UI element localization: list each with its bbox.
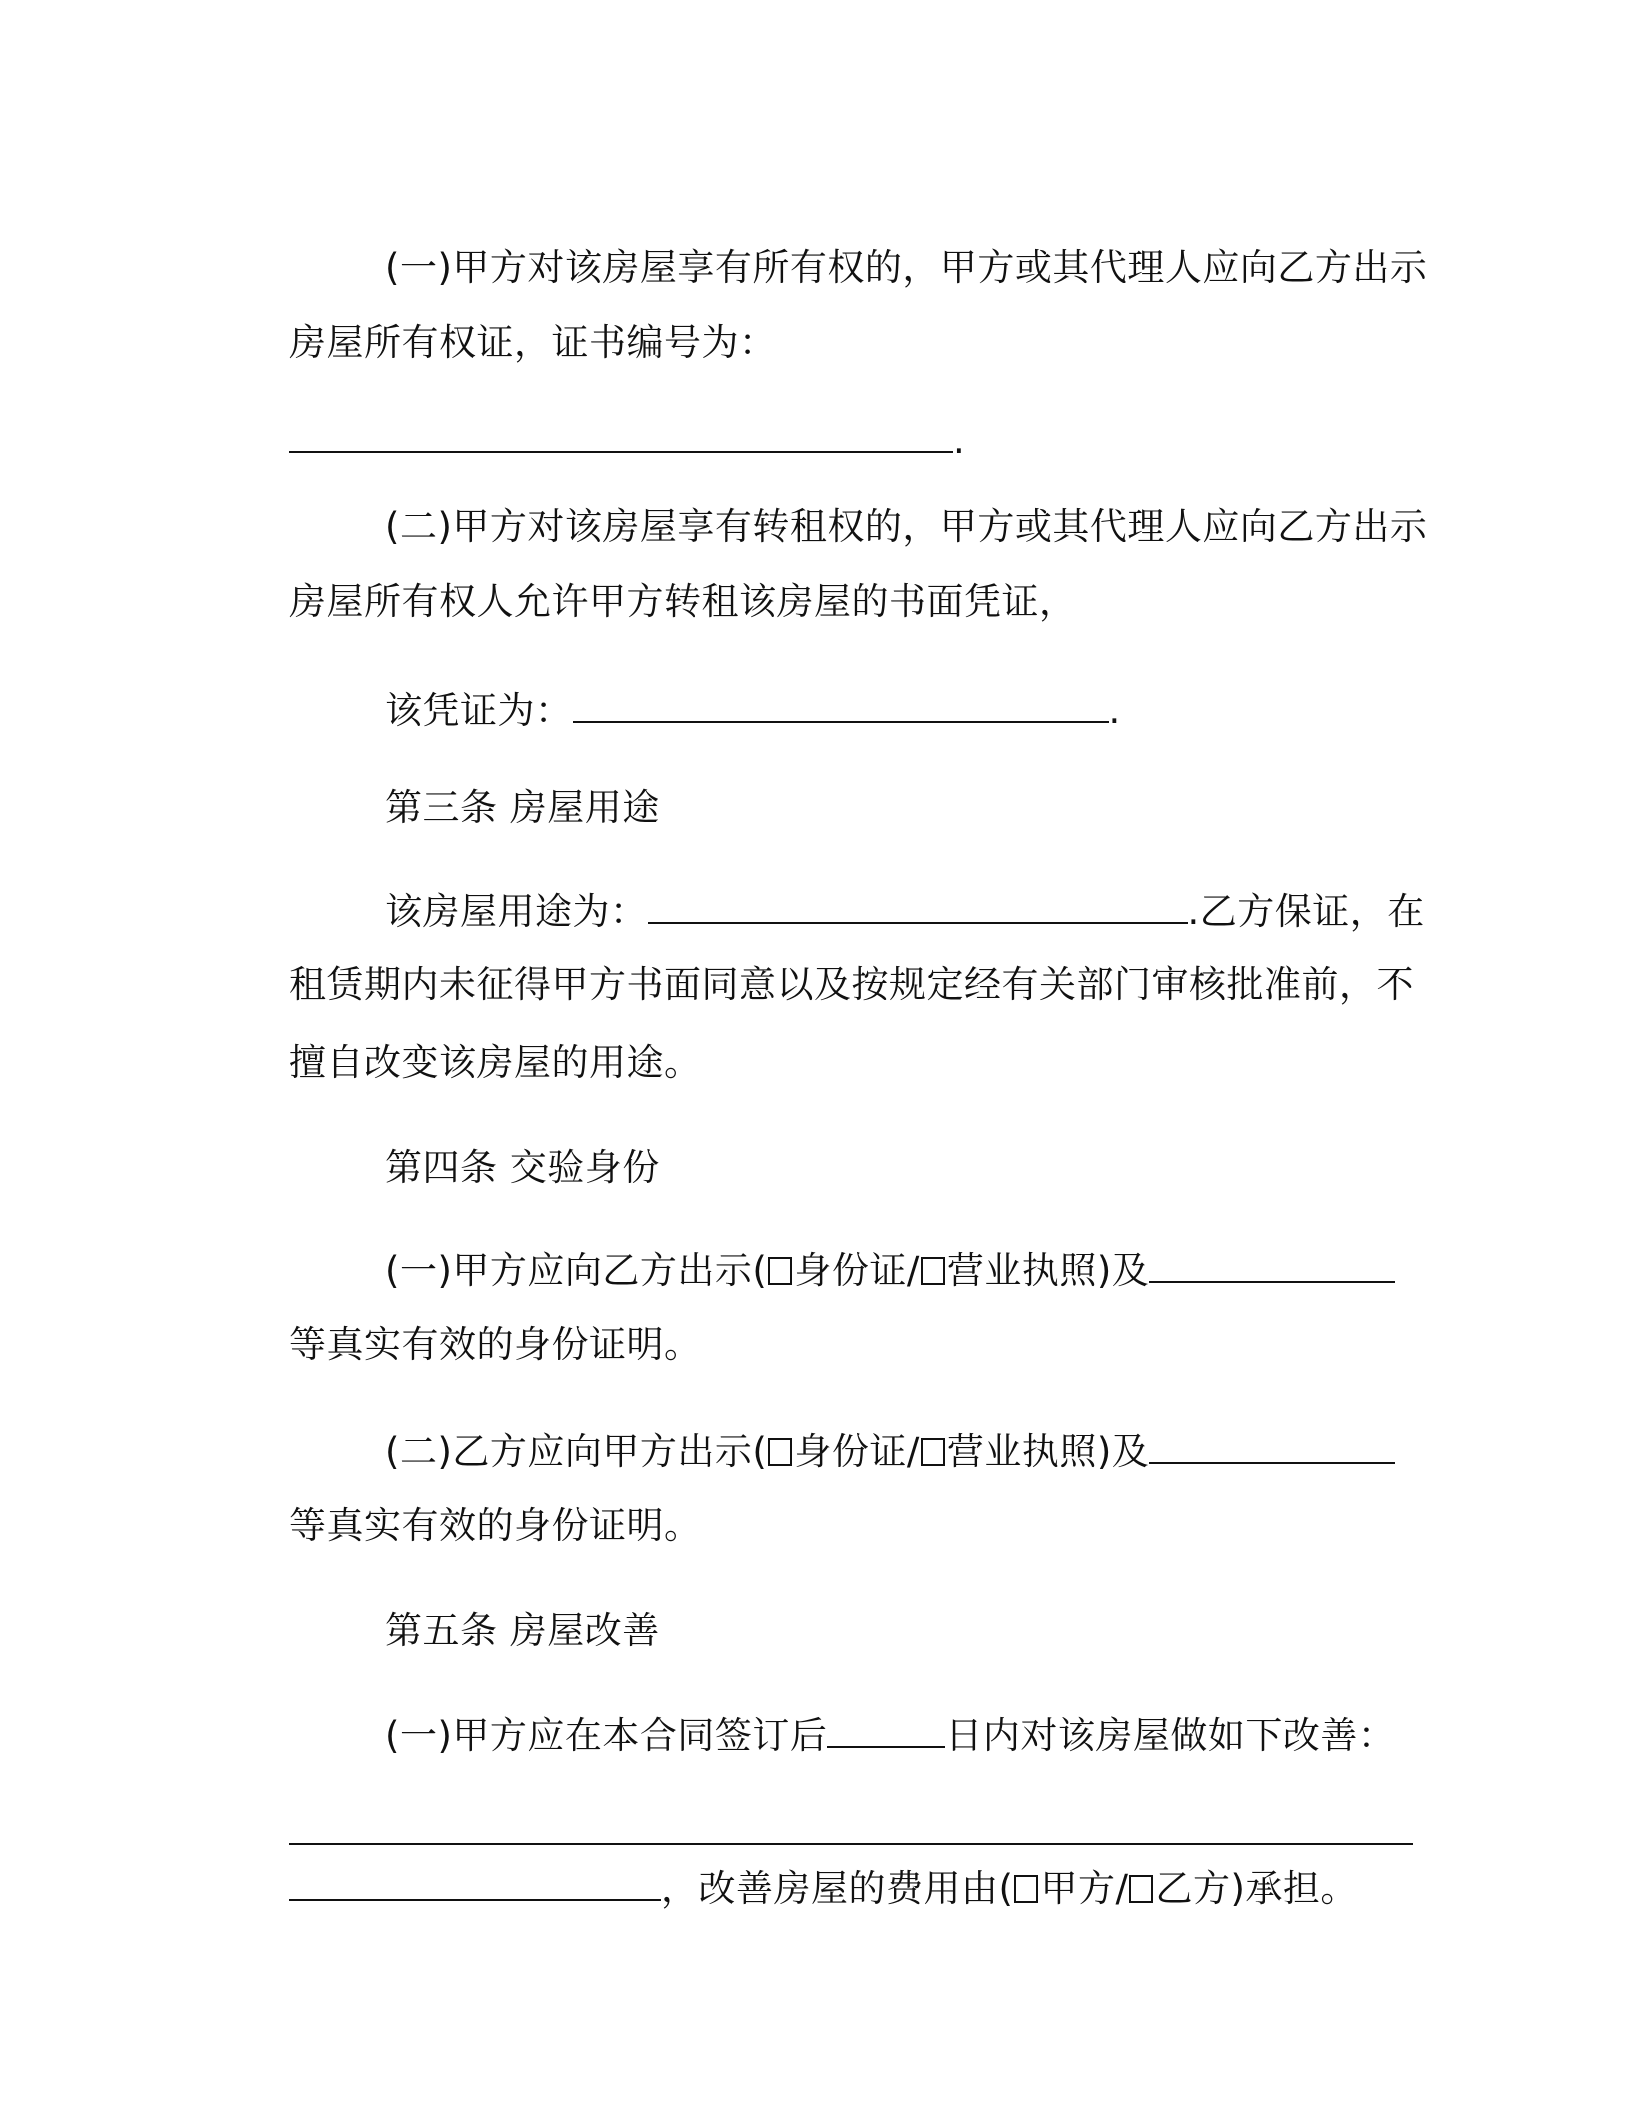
- article-4-1-line-2: [240, 1270, 702, 1366]
- clause-text: 房屋所有权人允许甲方转租该房屋的书面凭证，: [289, 580, 1077, 623]
- article-title: 第四条 交验身份: [385, 1146, 660, 1189]
- clause-text: (二)乙方应向甲方出示(: [385, 1430, 768, 1473]
- id-card-checkbox[interactable]: [768, 1438, 792, 1466]
- article-4-1-line-1: [336, 1195, 1395, 1292]
- clause-text: 等真实有效的身份证明。: [289, 1504, 702, 1547]
- article-3-line-2: [240, 910, 1415, 1006]
- clause-text: (二)甲方对该房屋享有转租权的，甲方或其代理人应向乙方出示: [385, 505, 1428, 548]
- clause-text: 该凭证为：: [385, 689, 573, 732]
- article-4-title: [336, 1093, 660, 1189]
- clause-text: 房屋所有权证，证书编号为：: [289, 321, 777, 364]
- article-3-line-1: [336, 836, 1425, 933]
- clause-text: 日内对该房屋做如下改善：: [945, 1714, 1396, 1757]
- business-license-checkbox[interactable]: [921, 1438, 945, 1466]
- article-title: 第五条 房屋改善: [385, 1609, 660, 1652]
- clause-2-2-line-3: [336, 635, 1121, 732]
- clause-text: 该房屋用途为：: [385, 890, 648, 933]
- article-5-1-line-3: [240, 1813, 1358, 1910]
- period-text: .: [953, 419, 966, 462]
- article-4-2-line-1: [336, 1376, 1395, 1473]
- article-title: 第三条 房屋用途: [385, 786, 660, 829]
- party-b-checkbox[interactable]: [1129, 1875, 1153, 1903]
- article-3-title: [336, 733, 660, 829]
- period-text: .: [1108, 689, 1121, 732]
- id-card-checkbox[interactable]: [768, 1257, 792, 1285]
- improvement-description-blank[interactable]: [289, 1863, 661, 1901]
- clause-2-1-line-1: [336, 193, 1428, 289]
- clause-text: 营业执照)及: [946, 1249, 1150, 1292]
- days-blank[interactable]: [827, 1710, 945, 1748]
- clause-text: 身份证/: [794, 1249, 920, 1292]
- article-5-1-line-1: [336, 1660, 1396, 1757]
- business-license-checkbox[interactable]: [921, 1257, 945, 1285]
- article-3-line-3: [240, 988, 702, 1084]
- clause-2-2-line-1: [336, 452, 1428, 548]
- clause-text: ，改善房屋的费用由(: [661, 1867, 1014, 1910]
- clause-text: 擅自改变该房屋的用途。: [289, 1041, 702, 1084]
- party-a-checkbox[interactable]: [1014, 1875, 1038, 1903]
- clause-text: 营业执照)及: [946, 1430, 1150, 1473]
- clause-text: (一)甲方应在本合同签订后: [385, 1714, 828, 1757]
- other-id-blank[interactable]: [1149, 1245, 1395, 1283]
- clause-text: 身份证/: [794, 1430, 920, 1473]
- other-id-blank[interactable]: [1149, 1426, 1395, 1464]
- clause-text: 乙方)承担。: [1155, 1867, 1358, 1910]
- clause-text: 等真实有效的身份证明。: [289, 1323, 702, 1366]
- clause-2-1-line-3: [240, 365, 966, 462]
- certificate-number-blank[interactable]: [289, 415, 953, 453]
- clause-text: 租赁期内未征得甲方书面同意以及按规定经有关部门审核批准前，不: [289, 963, 1415, 1006]
- voucher-blank[interactable]: [573, 685, 1109, 723]
- article-4-2-line-2: [240, 1451, 702, 1547]
- clause-text: (一)甲方应向乙方出示(: [385, 1249, 768, 1292]
- article-5-title: [336, 1556, 660, 1652]
- clause-2-2-line-2: [240, 527, 1077, 623]
- clause-text: .乙方保证，在: [1187, 890, 1425, 933]
- clause-2-1-line-2: [240, 268, 777, 364]
- article-5-1-line-2: [240, 1757, 1413, 1807]
- clause-text: 甲方/: [1040, 1867, 1129, 1910]
- clause-text: (一)甲方对该房屋享有所有权的，甲方或其代理人应向乙方出示: [385, 246, 1428, 289]
